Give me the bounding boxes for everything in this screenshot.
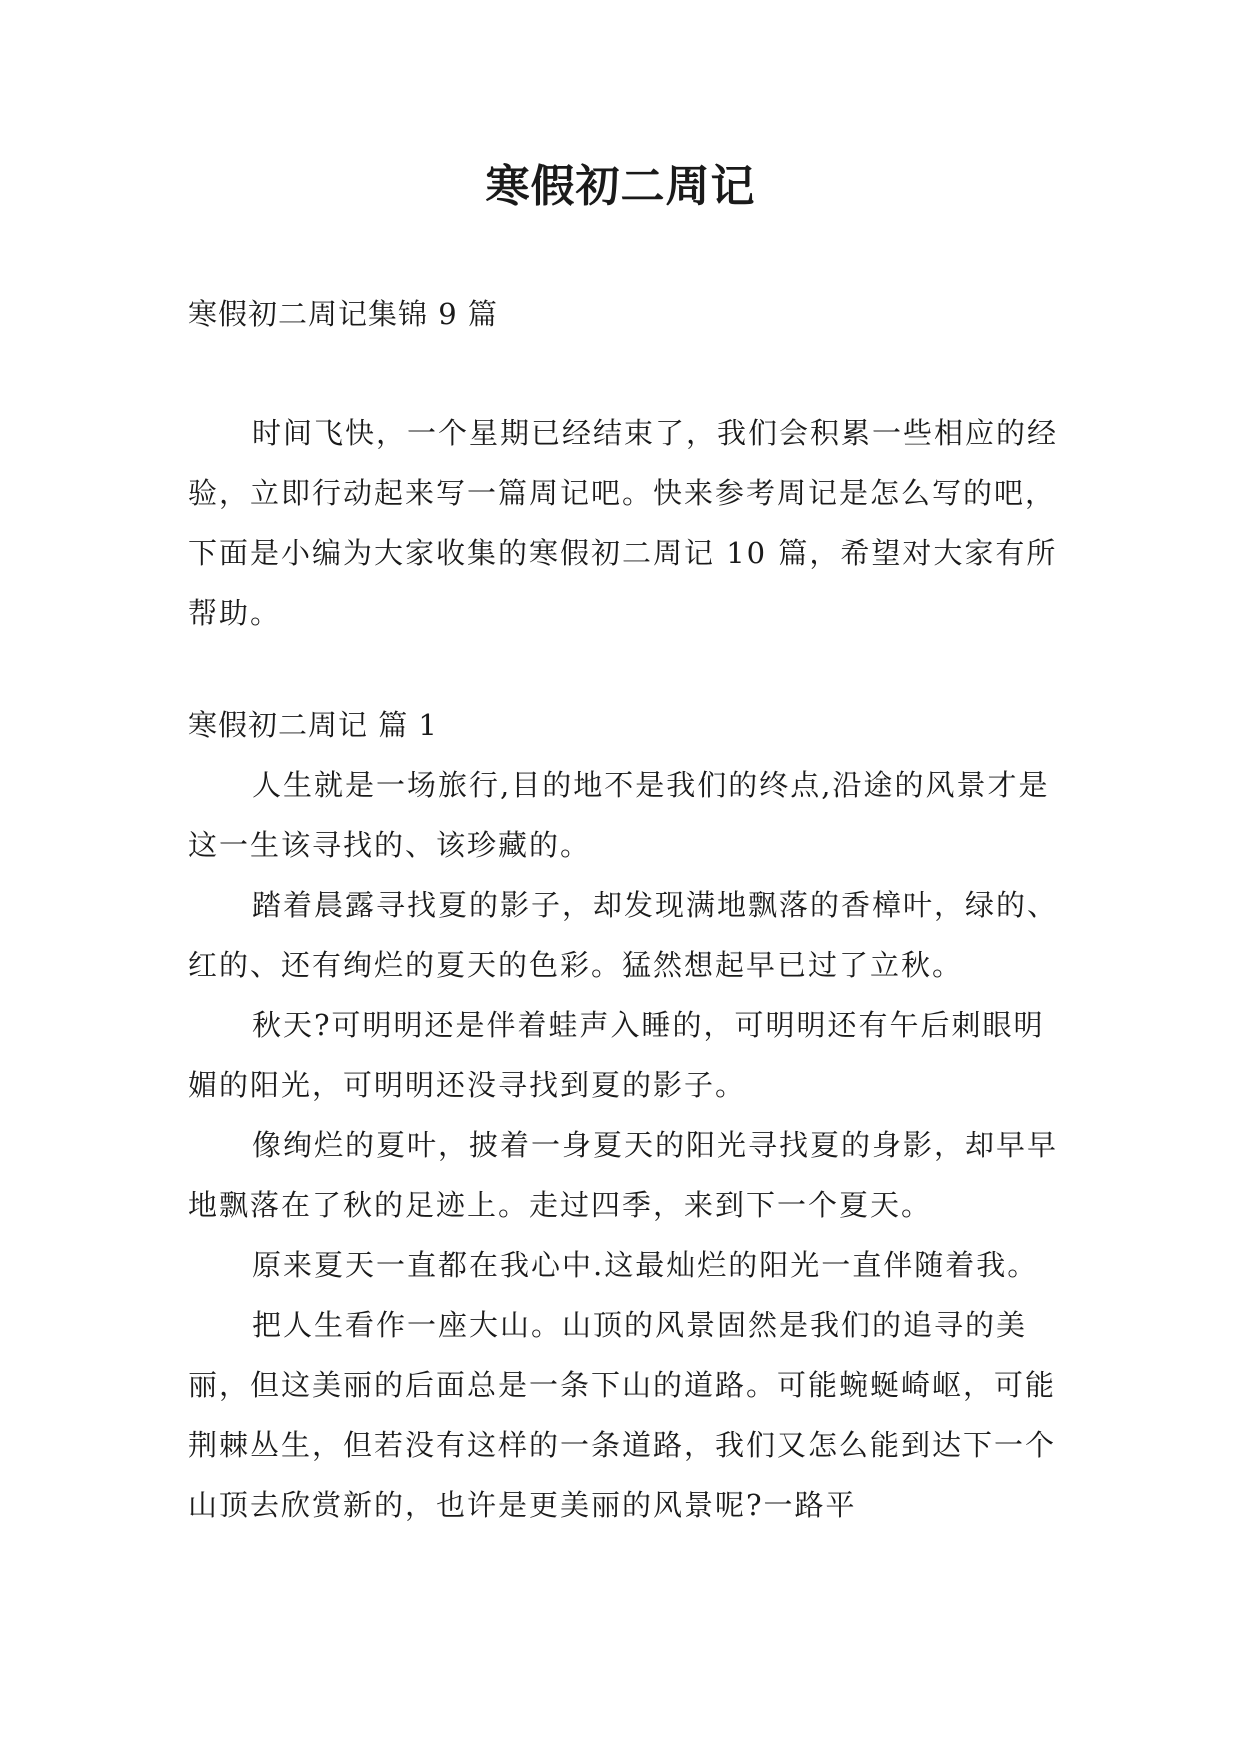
section-heading: 寒假初二周记 篇 1 xyxy=(188,708,438,742)
document-subtitle: 寒假初二周记集锦 9 篇 xyxy=(188,297,498,331)
body-paragraph: 原来夏天一直都在我心中.这最灿烂的阳光一直伴随着我。 xyxy=(252,1248,1039,1282)
body-paragraph: 踏着晨露寻找夏的影子，却发现满地飘落的香樟叶，绿的、红的、还有绚烂的夏天的色彩。猛然想起早已过了立秋。 xyxy=(188,888,1059,982)
body-paragraph: 把人生看作一座大山。山顶的风景固然是我们的追寻的美丽，但这美丽的后面总是一条下山的道路。可能蜿蜒崎岖，可能荆棘丛生，但若没有这样的一条道路，我们又怎么能到达下一个山顶去欣赏新的，也许是更美丽的风景呢?一路平 xyxy=(188,1308,1057,1522)
intro-paragraph: 时间飞快，一个星期已经结束了，我们会积累一些相应的经验，立即行动起来写一篇周记吧。快来参考周记是怎么写的吧，下面是小编为大家收集的寒假初二周记 10 篇，希望对大家有所帮助。 xyxy=(188,416,1059,630)
body-paragraph: 像绚烂的夏叶，披着一身夏天的阳光寻找夏的身影，却早早地飘落在了秋的足迹上。走过四季，来到下一个夏天。 xyxy=(188,1128,1059,1222)
section-body xyxy=(188,755,1058,1535)
document-title: 寒假初二周记 xyxy=(485,161,756,212)
body-paragraph: 人生就是一场旅行,目的地不是我们的终点,沿途的风景才是这一生该寻找的、该珍藏的。 xyxy=(188,768,1050,862)
body-paragraph: 秋天?可明明还是伴着蛙声入睡的，可明明还有午后刺眼明媚的阳光，可明明还没寻找到夏的影子。 xyxy=(188,1008,1045,1102)
